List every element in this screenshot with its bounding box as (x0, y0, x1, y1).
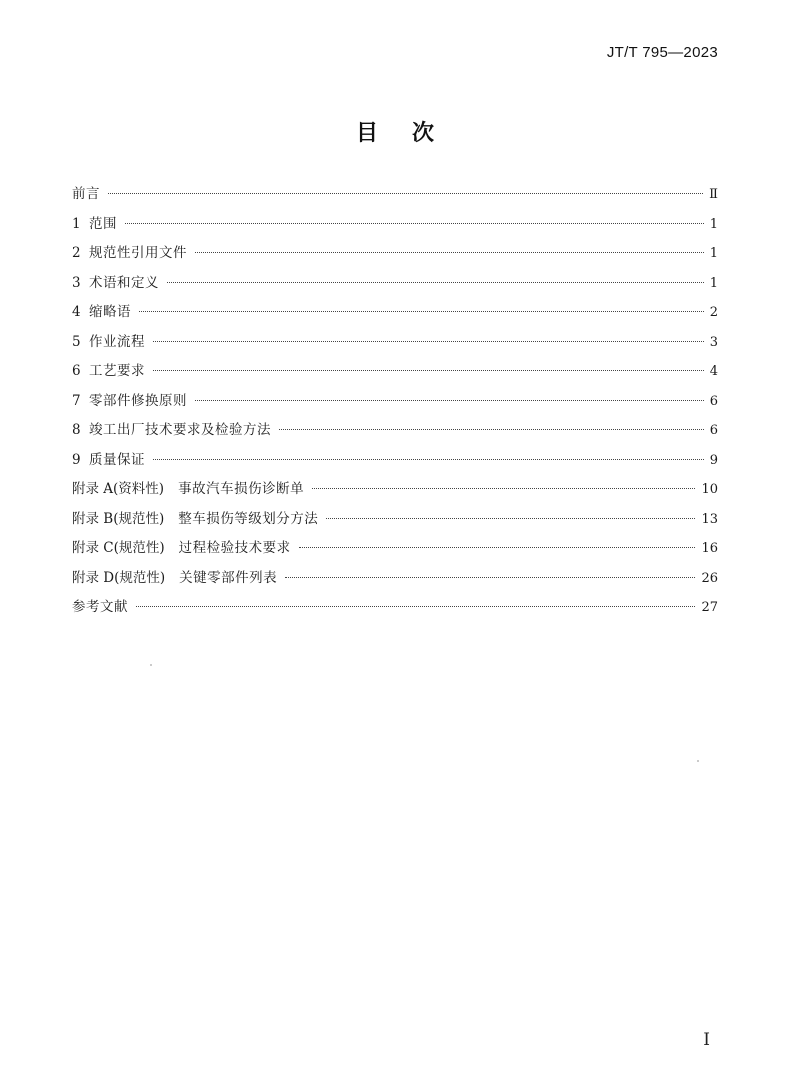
toc-entry-1[interactable] (72, 210, 718, 240)
toc-entry-number: 4 (72, 304, 81, 320)
toc-entry-number: 2 (72, 245, 81, 261)
toc-entry-page: 13 (701, 511, 718, 527)
toc-leader-dots (153, 459, 704, 460)
toc-entry-page: 9 (709, 452, 718, 468)
toc-entry-2[interactable] (72, 239, 718, 269)
toc-leader-dots (326, 518, 695, 519)
toc-entry-page: Ⅱ (709, 187, 718, 202)
toc-entry-label: 参考文献 (72, 599, 128, 615)
toc-leader-dots (279, 429, 704, 430)
toc-entry-label: 关键零部件列表 (179, 569, 278, 586)
toc-leader-dots (195, 400, 704, 401)
toc-entry-page: 4 (709, 364, 718, 379)
toc-annex-label: 附录 C(规范性) (72, 540, 165, 556)
toc-entry-label: 工艺要求 (89, 363, 145, 379)
toc-entry-9[interactable] (72, 446, 718, 476)
toc-entry-label: 术语和定义 (89, 274, 159, 291)
toc-entry-annex-c[interactable] (72, 534, 718, 564)
toc-entry-annex-b[interactable] (72, 505, 718, 535)
toc-leader-dots (136, 606, 695, 607)
toc-entry-number: 8 (72, 422, 81, 438)
toc-annex-label: 附录 A(资料性) (72, 481, 165, 497)
toc-leader-dots (108, 193, 703, 194)
toc-entry-page: 3 (709, 334, 718, 350)
toc-entry-label: 范围 (89, 215, 117, 232)
toc-leader-dots (195, 252, 704, 253)
page-number: I (703, 1030, 710, 1050)
toc-leader-dots (153, 341, 704, 342)
toc-entry-page: 1 (709, 275, 718, 291)
toc-entry-label: 过程检验技术要求 (178, 540, 291, 556)
toc-entry-label: 规范性引用文件 (89, 245, 187, 261)
toc-entry-label: 整车损伤等级划分方法 (178, 510, 319, 527)
toc-entry-page: 6 (709, 423, 718, 438)
toc-entry-7[interactable] (72, 387, 718, 417)
toc-leader-dots (299, 547, 696, 548)
scan-speck (697, 760, 699, 762)
toc-entry-8[interactable] (72, 416, 718, 446)
toc-entry-number: 6 (72, 363, 81, 379)
scan-speck (150, 664, 152, 666)
toc-leader-dots (285, 577, 695, 578)
toc-entry-number: 5 (72, 333, 81, 350)
toc-entry-6[interactable] (72, 357, 718, 387)
toc-entry-page: 1 (709, 216, 718, 232)
table-of-contents (72, 180, 718, 623)
toc-entry-label: 质量保证 (89, 451, 145, 468)
toc-entry-page: 27 (701, 600, 718, 615)
toc-leader-dots (312, 488, 695, 489)
toc-entry-number: 9 (72, 451, 81, 468)
toc-entry-page: 16 (701, 541, 718, 556)
toc-entry-bibliography[interactable] (72, 593, 718, 623)
toc-entry-4[interactable] (72, 298, 718, 328)
toc-leader-dots (125, 223, 704, 224)
toc-entry-label: 缩略语 (89, 304, 131, 320)
toc-entry-5[interactable] (72, 328, 718, 358)
toc-entry-number: 1 (72, 215, 81, 232)
toc-leader-dots (153, 370, 704, 371)
standard-number: JT/T 795—2023 (606, 44, 718, 61)
toc-entry-label: 竣工出厂技术要求及检验方法 (89, 422, 271, 438)
toc-entry-foreword[interactable] (72, 180, 718, 210)
toc-entry-page: 2 (709, 305, 718, 320)
toc-entry-3[interactable] (72, 269, 718, 299)
toc-entry-number: 3 (72, 274, 81, 291)
toc-entry-page: 10 (701, 482, 718, 497)
toc-entry-annex-a[interactable] (72, 475, 718, 505)
toc-entry-label: 前言 (72, 186, 100, 202)
toc-entry-label: 事故汽车损伤诊断单 (178, 481, 305, 497)
toc-entry-number: 7 (72, 392, 81, 409)
toc-entry-label: 零部件修换原则 (89, 392, 187, 409)
toc-entry-page: 6 (709, 393, 718, 409)
toc-entry-label: 作业流程 (89, 333, 145, 350)
toc-entry-page: 26 (701, 570, 718, 586)
toc-annex-label: 附录 B(规范性) (72, 510, 165, 527)
toc-leader-dots (139, 311, 704, 312)
toc-entry-annex-d[interactable] (72, 564, 718, 594)
toc-entry-page: 1 (709, 246, 718, 261)
toc-leader-dots (167, 282, 704, 283)
page-title: 目次 (355, 121, 468, 146)
toc-annex-label: 附录 D(规范性) (72, 569, 166, 586)
